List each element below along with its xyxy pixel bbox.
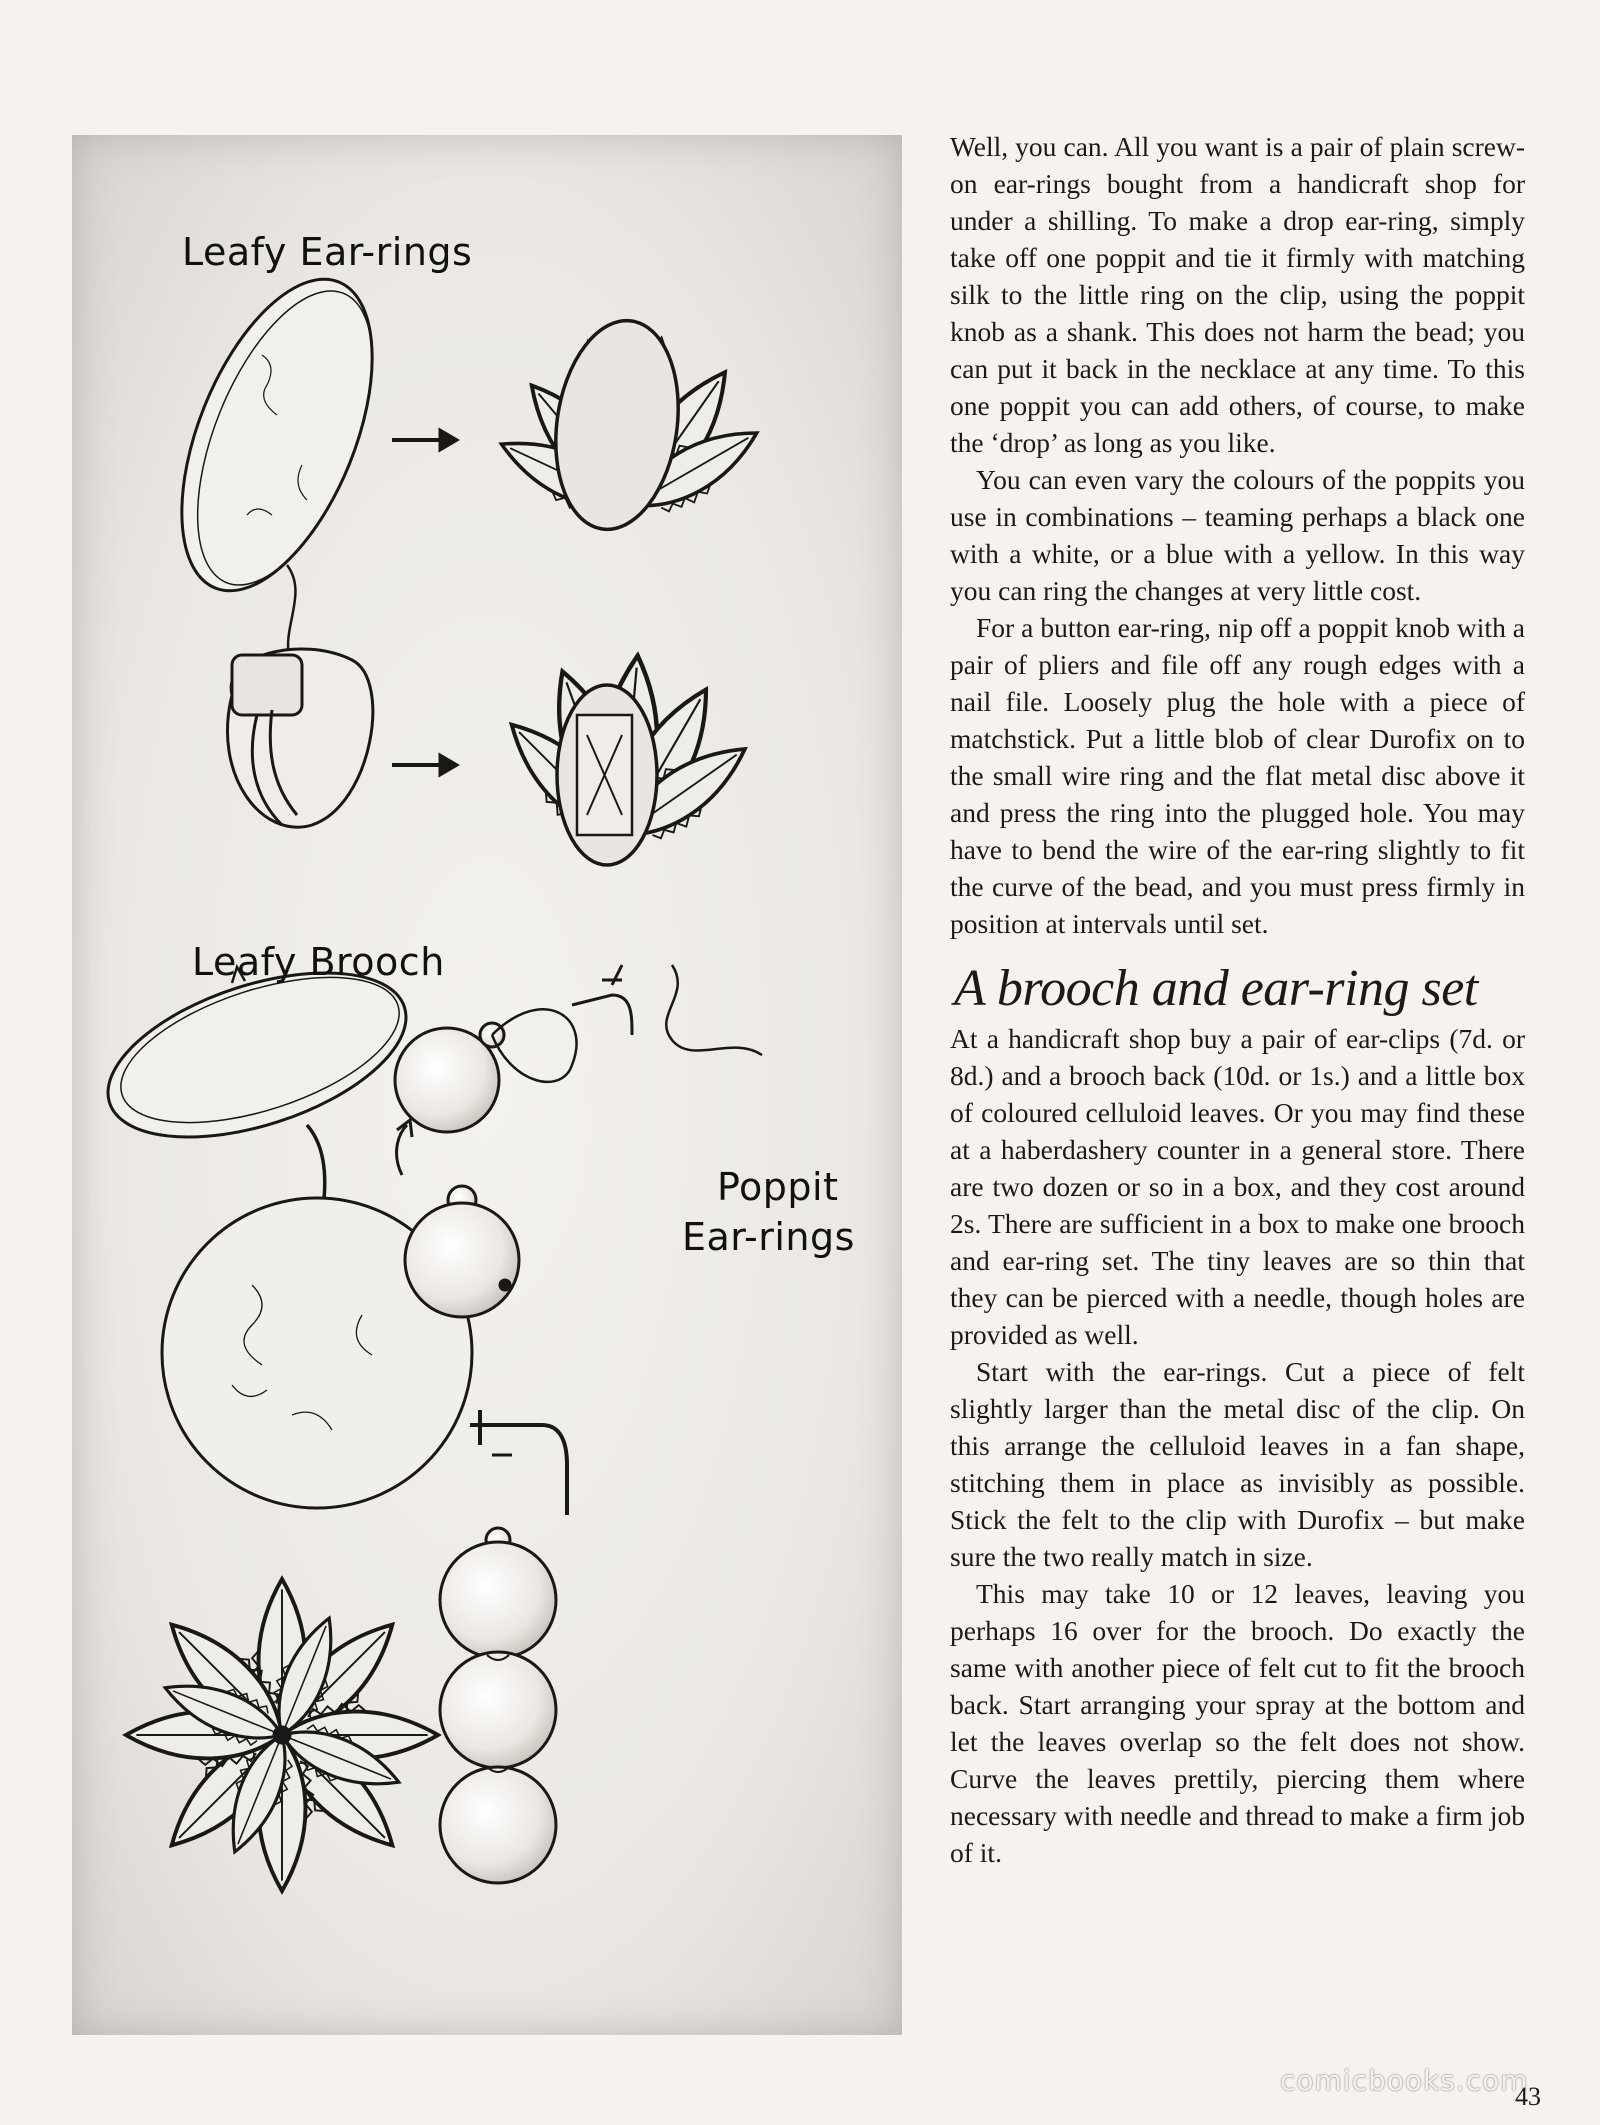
article-text-column bbox=[950, 128, 1525, 1871]
section-paragraph: This may take 10 or 12 leaves, leaving you perhaps 16 over for the brooch. Do exactly the same with another piece of felt cut to fit the brooch back. Start arranging your spray at the bottom and let the leaves overlap so the felt does not show. Curve the leaves prettily, piercing them where necessary with needle and thread to make a firm job of it. bbox=[950, 1578, 1525, 1868]
poppit-drop-earring-drawing bbox=[440, 1410, 567, 1883]
leafy-brooch-drawing bbox=[126, 1579, 438, 1891]
poppit-button-earring-drawing bbox=[395, 965, 762, 1132]
section-heading: A brooch and ear-ring set bbox=[954, 960, 1478, 1017]
poppit-earrings-label: Ear-rings bbox=[682, 1215, 855, 1259]
leafy-earring-front-drawing bbox=[489, 313, 771, 538]
felt-disc-drawing bbox=[143, 253, 411, 617]
illustration-panel bbox=[72, 135, 902, 2035]
arrow-icon bbox=[392, 755, 457, 775]
section-paragraph: At a handicraft shop buy a pair of ear-clips (7d. or 8d.) and a brooch back (10d. or 1s.) and a little box of coloured celluloid leaves. Or you may find these at a haberdashery counter in a general store. There are two dozen or so in a box, and they cost around 2s. There are sufficient in a box to make one brooch and ear-ring set. The tiny leaves are so thin that they can be pierced with a needle, though holes are provided as well. bbox=[950, 1023, 1525, 1350]
body-paragraph: For a button ear-ring, nip off a poppit knob with a pair of pliers and file off any rough edges with a nail file. Loosely plug the hole with a piece of matchstick. Put a little blob of clear Durofix on to the small wire ring and the flat metal disc above it and press the ring into the plugged hole. You may have to bend the wire of the ear-ring slightly to fit the curve of the bead, and you must press firmly in position at intervals until set. bbox=[950, 612, 1525, 939]
earring-clip-drawing bbox=[227, 565, 372, 827]
body-paragraph: Well, you can. All you want is a pair of plain screw-on ear-rings bought from a handicraft shop for under a shilling. To make a drop ear-ring, simply take off one poppit and tie it firmly with matching silk to the little ring on the clip, using the poppit knob as a shank. This does not harm the bead; you can put it back in the necklace at any time. To this one poppit you can add others, of course, to make the ‘drop’ as long as you like. bbox=[950, 131, 1525, 458]
poppit-bead-drawing bbox=[405, 1186, 519, 1317]
section-paragraph: Start with the ear-rings. Cut a piece of felt slightly larger than the metal disc of the clip. On this arrange the celluloid leaves in a fan shape, stitching them in place as invisibly as possible. Stick the felt to the clip with Durofix – but make sure the two really match in size. bbox=[950, 1356, 1525, 1572]
watermark-text: comicbooks.com bbox=[1280, 2064, 1529, 2097]
leafy-earring-back-drawing bbox=[490, 653, 762, 865]
body-paragraph: You can even vary the colours of the poppits you use in combinations – teaming perhaps a black one with a white, or a blue with a yellow. In this way you can ring the changes at very little cost. bbox=[950, 464, 1525, 606]
craft-illustration bbox=[72, 135, 902, 2035]
leafy-earrings-label: Leafy Ear-rings bbox=[182, 230, 473, 274]
small-arrow-icon bbox=[397, 1120, 412, 1175]
poppit-label: Poppit bbox=[717, 1165, 839, 1209]
leafy-brooch-label: Leafy Brooch bbox=[192, 940, 445, 984]
page-number: 43 bbox=[1515, 2082, 1541, 2111]
arrow-icon bbox=[392, 430, 457, 450]
